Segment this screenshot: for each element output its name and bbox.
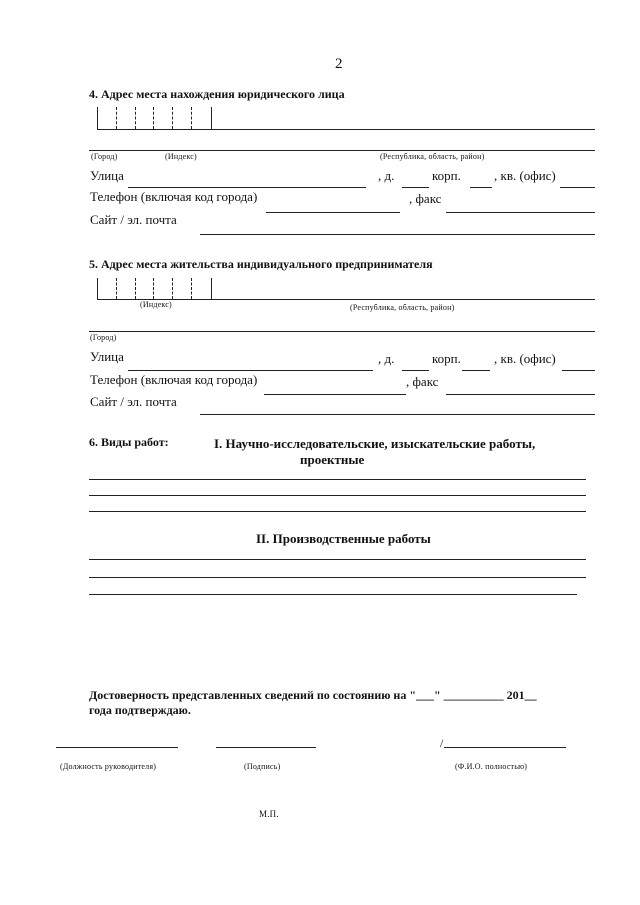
section5-fax-label: , факс [406, 374, 439, 389]
section5-heading: 5. Адрес места жительства индивидуального предпринимателя [89, 257, 433, 271]
section5-apartment-label: , кв. (офис) [494, 351, 556, 366]
section5-label-region: (Республика, область, район) [350, 303, 455, 312]
confirmation-line1: Достоверность представленных сведений по состоянию на "___" __________ 201__ [89, 688, 537, 702]
section5-street-label: Улица [90, 349, 124, 364]
section5-site-label: Сайт / эл. почта [90, 394, 177, 409]
section4-house-label: , д. [378, 168, 395, 183]
section5-house-label: , д. [378, 351, 395, 366]
section4-label-region: (Республика, область, район) [380, 152, 485, 161]
signature-caption: (Подпись) [244, 762, 281, 771]
section5-building-field[interactable] [462, 370, 490, 371]
section5-house-field[interactable] [402, 370, 429, 371]
section5-label-index: (Индекс) [140, 300, 172, 309]
section4-label-city: (Город) [91, 152, 118, 161]
section5-city-line[interactable] [89, 331, 595, 332]
section4-building-field[interactable] [470, 187, 492, 188]
section4-apartment-label: , кв. (офис) [494, 168, 556, 183]
part1-line-1[interactable] [89, 479, 586, 480]
section5-building-label: корп. [432, 351, 461, 366]
section5-phone-label: Телефон (включая код города) [90, 372, 258, 387]
section4-fax-label: , факс [409, 191, 442, 206]
section5-phone-field[interactable] [264, 394, 406, 395]
section4-heading: 4. Адрес места нахождения юридического лица [89, 87, 345, 101]
signature-field[interactable] [216, 747, 316, 748]
full-name-field[interactable] [444, 747, 566, 748]
section4-phone-field[interactable] [266, 212, 400, 213]
part2-line-2[interactable] [89, 577, 586, 578]
full-name-caption: (Ф.И.О. полностью) [455, 762, 528, 771]
section5-label-city: (Город) [90, 333, 117, 342]
section6-part1-title: I. Научно-исследовательские, изыскательские работы, [214, 436, 536, 451]
part2-line-1[interactable] [89, 559, 586, 560]
page-number: 2 [335, 56, 343, 72]
section6-heading: 6. Виды работ: [89, 435, 169, 449]
section4-apartment-field[interactable] [560, 187, 595, 188]
part1-line-3[interactable] [89, 511, 586, 512]
section4-fax-field[interactable] [446, 212, 595, 213]
section6-part2-title: II. Производственные работы [256, 531, 431, 546]
stamp-place: М.П. [259, 809, 279, 819]
section4-site-label: Сайт / эл. почта [90, 212, 177, 227]
part1-line-2[interactable] [89, 495, 586, 496]
section4-city-line[interactable] [89, 150, 595, 151]
section6-part1-title-cont: проектные [300, 452, 365, 467]
section5-fax-field[interactable] [446, 394, 595, 395]
section4-street-field[interactable] [128, 187, 366, 188]
position-field[interactable] [56, 747, 178, 748]
part2-line-3[interactable] [89, 594, 577, 595]
section4-building-label: корп. [432, 168, 461, 183]
section4-site-field[interactable] [200, 234, 595, 235]
section4-phone-label: Телефон (включая код города) [90, 189, 258, 204]
section5-street-field[interactable] [128, 370, 373, 371]
confirmation-line2: года подтверждаю. [89, 703, 191, 717]
section4-label-index: (Индекс) [165, 152, 197, 161]
section5-apartment-field[interactable] [562, 370, 595, 371]
section4-house-field[interactable] [402, 187, 429, 188]
slash-mark: / [440, 736, 444, 750]
section4-street-label: Улица [90, 168, 124, 183]
position-caption: (Должность руководителя) [60, 762, 157, 771]
section5-site-field[interactable] [200, 414, 595, 415]
